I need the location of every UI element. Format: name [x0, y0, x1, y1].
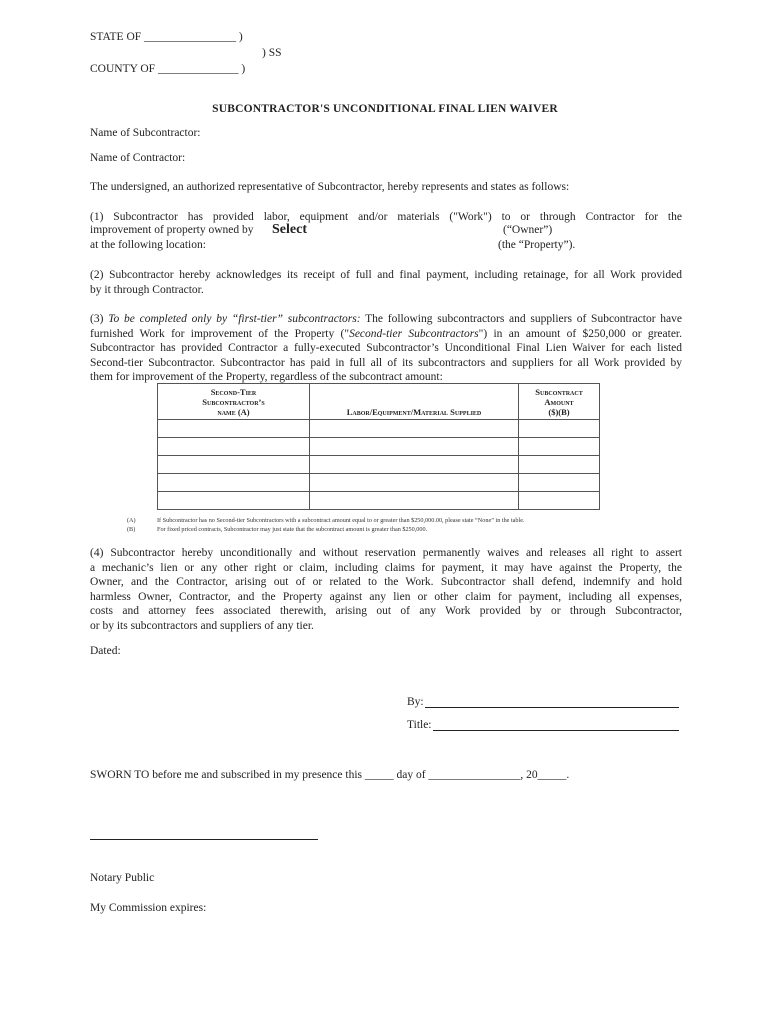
- header-labor-supplied: [310, 384, 519, 420]
- ss-line: ) SS: [262, 47, 282, 59]
- header-name-line-3: name (A): [217, 406, 250, 417]
- contractor-label: Name of Contractor:: [90, 152, 186, 164]
- table-cell[interactable]: [158, 456, 310, 474]
- table-cell[interactable]: [158, 438, 310, 456]
- footnote-a-mark: (A): [127, 517, 136, 524]
- table-cell[interactable]: [310, 438, 519, 456]
- contractor-name-input[interactable]: [200, 151, 675, 166]
- p1-line-2-left: improvement of property owned by: [90, 224, 254, 236]
- p3-second-tier-term: Second-tier Subcontractors: [349, 327, 479, 340]
- dated-label: Dated:: [90, 645, 121, 657]
- table-cell[interactable]: [310, 456, 519, 474]
- by-input[interactable]: [428, 692, 678, 707]
- p3-number: (3): [90, 313, 104, 325]
- title-input[interactable]: [436, 715, 678, 730]
- p4-line-3: Owner, and the Contractor, arising out of or related to the Work. Subcontractor shall defend, indemnify and hold: [90, 576, 682, 588]
- by-label: By:: [407, 696, 424, 708]
- p1-line-3-left: at the following location:: [90, 239, 206, 251]
- by-signature-line: [425, 707, 679, 708]
- table-cell[interactable]: [158, 492, 310, 510]
- table-row: [158, 438, 600, 456]
- owner-select[interactable]: Select: [272, 222, 307, 237]
- header-amount-line-1: Subcontract: [535, 386, 583, 397]
- paragraph-4: [90, 546, 682, 633]
- table-cell[interactable]: [519, 456, 600, 474]
- table-cell[interactable]: [310, 420, 519, 438]
- notary-public-label: Notary Public: [90, 872, 155, 884]
- title-label: Title:: [407, 719, 432, 731]
- header-amount-line-3: ($)(B): [548, 406, 570, 417]
- p3-line-3: Subcontractor has provided Contractor a fully-executed Subcontractor’s Unconditional Final Lien Waiver for each listed: [90, 342, 682, 354]
- p3-line-5: them for improvement of the Property, regardless of the subcontract amount:: [90, 371, 443, 383]
- paragraph-1: [90, 210, 682, 225]
- paragraph-2: [90, 268, 682, 297]
- p3-line-1: [90, 312, 682, 327]
- p4-line-4: harmless Owner, Contractor, and the Property against any lien or other claim for payment, including all expenses,: [90, 590, 682, 603]
- property-location-input[interactable]: [218, 238, 493, 253]
- p3-line-2: [90, 327, 682, 342]
- subcontractor-label: Name of Subcontractor:: [90, 127, 201, 139]
- header-amount-line-2: Amount: [544, 396, 574, 407]
- table-cell[interactable]: [519, 420, 600, 438]
- commission-expires-input[interactable]: [215, 901, 415, 916]
- table-cell[interactable]: [519, 474, 600, 492]
- p2-line-2: by it through Contractor.: [90, 283, 204, 296]
- table-cell[interactable]: [158, 474, 310, 492]
- table-cell[interactable]: [519, 492, 600, 510]
- intro-text: The undersigned, an authorized representative of Subcontractor, hereby represents and states as follows:: [90, 181, 570, 193]
- table-row: [158, 474, 600, 492]
- footnote-b-mark: (B): [127, 526, 136, 533]
- p1-property-label: (the “Property”).: [498, 239, 576, 251]
- header-subcontract-amount: [519, 384, 600, 420]
- paragraph-3: [90, 312, 682, 385]
- p3-line-2-a: furnished Work for improvement of the Property (": [90, 327, 350, 340]
- subcontractor-name-input[interactable]: [215, 126, 675, 141]
- p4-line-2: a mechanic’s lien or any other right or claim, including claims for payment, it may have against the Property, the: [90, 561, 682, 574]
- header-subcontractor-name: [158, 384, 310, 420]
- commission-expires-label: My Commission expires:: [90, 902, 207, 914]
- header-labor-line-1: Labor/Equipment/Material Supplied: [346, 407, 482, 417]
- p4-line-6: or by its subcontractors and suppliers of any tier.: [90, 619, 314, 632]
- county-line: COUNTY OF ______________ ): [90, 63, 246, 75]
- title-signature-line: [433, 730, 679, 731]
- header-name-line-1: Second-Tier: [210, 386, 257, 397]
- p2-line-1: (2) Subcontractor hereby acknowledges its receipt of full and final payment, including retainage, for all Work provided: [90, 269, 682, 281]
- p4-line-5: costs and attorney fees associated therewith, arising out of any Work provided by or through Subcontractor,: [90, 605, 682, 617]
- p3-line-1-rest: The following subcontractors and suppliers of Subcontractor have: [365, 313, 683, 325]
- table-row: [158, 456, 600, 474]
- document-title: SUBCONTRACTOR'S UNCONDITIONAL FINAL LIEN WAIVER: [212, 103, 558, 115]
- footnote-b-text: For fixed priced contracts, Subcontractor may just state that the subcontract amount is greater than $250,000.: [157, 526, 428, 533]
- notary-signature-line: [90, 839, 318, 840]
- p3-line-2-b: ") in an amount of $250,000 or greater.: [478, 327, 682, 340]
- p1-line-1: (1) Subcontractor has provided labor, equipment and/or materials ("Work") to or through Contractor for the: [90, 211, 682, 223]
- p4-line-1: (4) Subcontractor hereby unconditionally and without reservation permanently waives and releases all right to assert: [90, 547, 682, 559]
- state-line: STATE OF ________________ ): [90, 31, 243, 43]
- header-name-line-2: Subcontractor’s: [202, 396, 265, 407]
- table-cell[interactable]: [310, 492, 519, 510]
- p3-line-4: Second-tier Subcontractor. Subcontractor has paid in full all of its subcontractors and suppliers for all Work provided by: [90, 356, 682, 369]
- table-row: [158, 492, 600, 510]
- dated-input[interactable]: [128, 644, 328, 659]
- footnote-a-text: If Subcontractor has no Second-tier Subcontractors with a subcontract amount equal to or greater than $250,000.00, please state “None” in the table.: [157, 517, 525, 524]
- subcontractor-table: [157, 383, 600, 510]
- table-cell[interactable]: [519, 438, 600, 456]
- table-header-row: [158, 384, 600, 420]
- table-cell[interactable]: [158, 420, 310, 438]
- sworn-statement: SWORN TO before me and subscribed in my presence this _____ day of ________________, 20_____.: [90, 769, 570, 781]
- p3-lead-italic: To be completed only by “first-tier” subcontractors:: [108, 313, 361, 325]
- p1-owner-label: (“Owner”): [503, 224, 553, 236]
- table-row: [158, 420, 600, 438]
- table-cell[interactable]: [310, 474, 519, 492]
